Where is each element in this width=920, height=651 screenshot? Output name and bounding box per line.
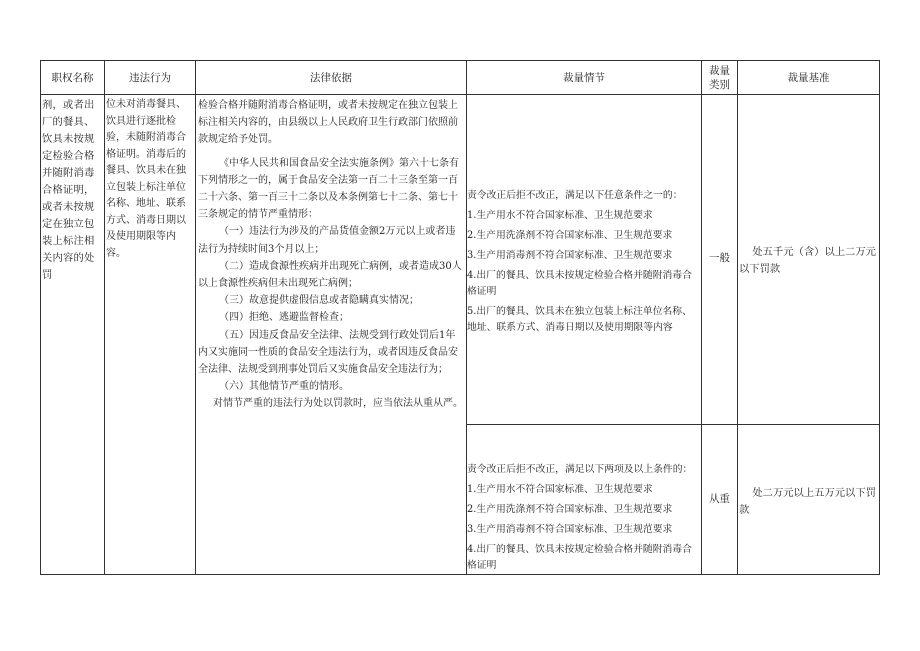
basis-item-5: （五）因违反食品安全法律、法规受到行政处罚后1年内又实施同一性质的食品安全违法行为，或者因违反食品安全法律、法规受到刑事处罚后又实施食品安全违法行为； (198, 329, 458, 376)
header-circumstances-label: 裁量情节 (563, 71, 605, 84)
tier1-category-cell (702, 250, 737, 267)
tier2-line-4: 3.生产用消毒剂不符合国家标准、卫生规范要求 (467, 524, 673, 535)
tier2-line-2: 1.生产用水不符合国家标准、卫生规范要求 (467, 484, 653, 495)
legal-basis-cell (198, 97, 465, 413)
header-category (702, 61, 737, 94)
tier2-standard-cell (739, 485, 878, 519)
basis-item-3: （三）故意提供虚假信息或者隐瞒真实情况； (219, 295, 419, 307)
authority-name-text: 剂，或者出厂的餐具、饮具未按规定检验合格并随附消毒合格证明，或者未按规定在独立包装上标注相关内容的处罚 (42, 99, 95, 281)
tier1-line-6: 5.出厂的餐具、饮具未在独立包装上标注单位名称、地址、联系方式、消毒日期以及使用期限等内容 (467, 306, 692, 333)
authority-name-cell (42, 97, 102, 284)
tier2-line-5: 4.出厂的餐具、饮具未按规定检验合格并随附消毒合格证明 (467, 544, 692, 571)
tier2-circumstances-cell (467, 462, 701, 574)
tier1-standard-cell (739, 244, 878, 278)
tier1-circumstances-cell (467, 188, 701, 336)
basis-para-1: 检验合格并随附消毒合格证明，或者未按规定在独立包装上标注相关内容的，由县级以上人民政府卫生行政部门依照前款规定给予处罚。 (198, 100, 458, 146)
header-circumstances (467, 61, 701, 94)
header-violation (105, 61, 195, 94)
header-name-label: 职权名称 (51, 71, 94, 84)
tier1-line-5: 4.出厂的餐具、饮具未按规定检验合格并随附消毒合格证明 (467, 270, 692, 297)
tier1-standard: 处五千元（含）以上二万元以下罚款 (739, 246, 876, 275)
basis-para-3: 对情节严重的违法行为处以罚款时，应当依法从重从严。 (213, 398, 463, 410)
tier1-line-4: 3.生产用消毒剂不符合国家标准、卫生规范要求 (467, 250, 673, 261)
violation-cell (106, 97, 194, 262)
tier1-category: 一般 (709, 252, 730, 264)
header-violation-label: 违法行为 (129, 71, 171, 84)
basis-item-1: （一）违法行为涉及的产品货值金额2万元以上或者违法行为持续时间3个月以上； (198, 226, 456, 255)
header-basis-label: 法律依据 (310, 71, 352, 84)
tier2-line-1: 责令改正后拒不改正，满足以下两项及以上条件的： (467, 464, 693, 475)
header-name (41, 61, 104, 94)
tier2-standard: 处二万元以上五万元以下罚款 (739, 487, 876, 516)
basis-item-6: （六）其他情节严重的情形。 (219, 381, 349, 393)
tier2-category: 从重 (709, 493, 730, 505)
tier1-line-2: 1.生产用水不符合国家标准、卫生规范要求 (467, 210, 653, 221)
tier2-line-3: 2.生产用洗涤剂不符合国家标准、卫生规范要求 (467, 504, 673, 515)
basis-para-2: 《中华人民共和国食品安全法实施条例》第六十七条有下列情形之一的，属于食品安全法第一百二十三条至第一百二十六条、第一百三十二条以及本条例第七十二条、第七十三条规定的情节严重情形： (198, 157, 459, 221)
header-standard (738, 61, 879, 94)
header-basis (196, 61, 466, 94)
header-standard-label: 裁量基准 (787, 71, 830, 84)
tier2-category-cell (702, 491, 737, 508)
violation-text: 位未对消毒餐具、饮具进行逐批检验，未随附消毒合格证明。消毒后的餐具、饮具未在独立包装上标注单位名称、地址、联系方式、消毒日期以及使用期限等内容。 (106, 99, 186, 259)
tier1-line-1: 责令改正后拒不改正，满足以下任意条件之一的： (467, 190, 683, 201)
basis-item-4: （四）拒绝、逃避监督检查； (219, 312, 349, 324)
basis-item-2: （二）造成食源性疾病并出现死亡病例，或者造成30人以上食源性疾病但未出现死亡病例； (198, 260, 462, 290)
tier1-line-3: 2.生产用洗涤剂不符合国家标准、卫生规范要求 (467, 230, 673, 241)
header-category-label: 裁量类别 (709, 64, 730, 91)
